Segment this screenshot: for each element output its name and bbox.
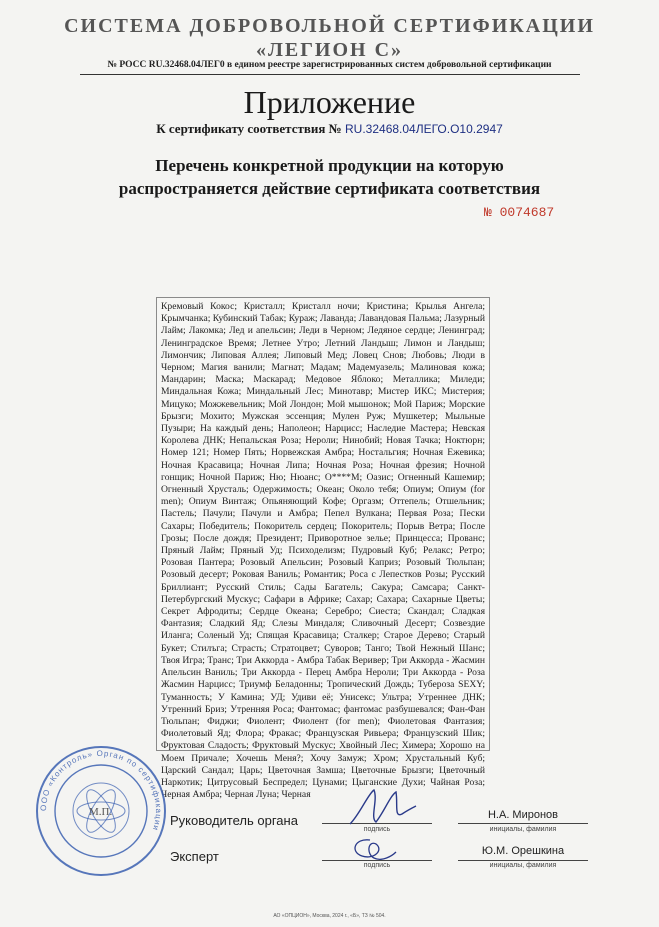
- serial-number: № 0074687: [484, 205, 555, 220]
- expert-signature-caption: подпись: [363, 862, 391, 869]
- appendix-title: Приложение: [243, 84, 416, 120]
- expert-role-label: Эксперт: [170, 849, 219, 864]
- cert-prefix: К сертификату соответствия №: [156, 121, 342, 136]
- org-title-line1: СИСТЕМА ДОБРОВОЛЬНОЙ СЕРТИФИКАЦИИ: [64, 15, 595, 37]
- registry-line: № РОСС RU.32468.04ЛЕГ0 в едином реестре зарегистрированных систем добровольной сертификации: [107, 60, 552, 70]
- org-title-line2: «ЛЕГИОН С»: [255, 39, 404, 61]
- head-signature: [340, 784, 420, 830]
- seal-text: ООО «Контроль» Орган по сертификации: [38, 748, 164, 833]
- certificate-reference: [0, 121, 659, 137]
- product-list: Кремовый Кокос; Кристалл; Кристалл ночи; Кристина; Крылья Ангела; Крымчанка; Кубинский Табак; Кураж; Лаванда; Лавандовая Пальма; Лазурный Лайм; Лакомка; Лед и апельсин; Леди в Черном; Ледяное сердце; Ленинград; Ленинградское Время; Летнее Утро; Летний Ландыш; Лимон и Ландыш; Лимончик; Липовая Аллея; Липовый Мед; Ловец Снов; Любовь; Люди в Черном; Магия ванили; Магнат; Мадам; Мадемуазель; Малиновая кожа; Мандарин; Маска; Маскарад; Медовое Яблоко; Металлика; Миледи; Миндальная Кожа; Миндальный Лес; Минотавр; Мистер ИКС; Мистерия; Мицуко; Можжевельник; Мой Лондон; Мой мышонок; Мой Париж; Морские Брызги; Мохито; Мужская эссенция; Мулен Руж; Мушкетер; Мыльные Пузыри; На каждый день; Наполеон; Нарцисс; Наследие Мастера; Невская Королева ДНК; Непальская Роза; Нероли; Нинобий; Новая Тачка; Ноктюрн; Номер 121; Номер Пять; Норвежская Амбра; Ностальгия; Ночная Ежевика; Ночная Красавица; Ночная Липа; Ночная Роза; Ночная фрезия; Ночной гонщик; Ночной Париж; Ню; Нюанс; О****М; Оазис; Огненный Кашемир; Огненный Хрусталь; Одержимость; Океан; Около тебя; Опиум; Опиум (for men); Опиум Винтаж; Опьяняющий Кофе; Оргазм; Оттепель; Отшельник; Пастель; Пачули; Пачули и Амбра; Пепел Вулкана; Первая Роза; Пески Сахары; Победитель; Покоритель сердец; Покоритель; Порыв Ветра; После Грозы; После дождя; Президент; Приворотное зелье; Принцесса; Прованс; Пряный Лайм; Пряный Уд; Психоделизм; Пудровый Куб; Релакс; Ретро; Розовая Пантера; Розовый Апельсин; Розовый Каприз; Розовый Тюльпан; Розовый десерт; Роковая Ваниль; Романтик; Роса с Лепестков Розы; Русский Бриллиант; Русский Стиль; Сады Багатель; Сакура; Самсара; Санкт-Петербургский Мускус; Сафари в Африке; Сахар; Сахара; Сахарные Цветы; Секрет Афродиты; Сердце Океана; Серебро; Сиеста; Скандал; Сладкая Фантазия; Сладкий Яд; Слезы Миндаля; Сливочный Десерт; Созвездие Иланга; Соленый Уд; Спящая Красавица; Сталкер; Старое Дерево; Старый Букет; Стилъга; Страсть; Стратоцвет; Суворов; Танго; Твой Нежный Шанс; Твоя Игра; Транс; Три Аккорда - Амбра Табак Веривер; Три Аккорда - Жасмин Апельсин Ваниль; Три Аккорда - Перец Амбра Нероли; Три Аккорда - Роза Жасмин Нарцисс; Триумф Беладонны; Тропический Дождь; Тубероза SEXY; Туманность; У Камина; УД; Удиви её; Унисекс; Ультра; Утреннее ДНК; Утренний Бриз; Утренняя Роса; Фантомас; фантомас разбушевался; Фан-Фан Тюльпан; Фиджи; Фиолент; Фиолент (for men); Фиолетовая Фантазия; Фиолетовый Яд; Флора; Фракас; Французская Ривьера; Французский Шик; Фруктовая Сладость; Фруктовый Мускус; Хвойный Лес; Химера; Хорошо на Моем Причале; Хочешь Меня?; Хочу Замуж; Хром; Хрустальный Куб; Царский Сандал; Царь; Цветочная Замша; Цветочные Брызги; Цветочный Наркотик; Цитрусовый Беспредел; Цунами; Цыганские Духи; Чайная Роза; Черная Амбра; Черная Луна; Черная: [161, 301, 485, 801]
- expert-signature: [340, 832, 400, 866]
- expert-name-line: [458, 860, 588, 861]
- head-role-label: Руководитель органа: [170, 813, 298, 828]
- printer-footer: АО «ОПЦИОН», Москва, 2024 г., «Б», ТЗ № 504.: [273, 913, 386, 919]
- head-name-line: [458, 823, 588, 824]
- cert-number: RU.32468.04ЛЕГО.О10.2947: [345, 122, 503, 136]
- head-name-caption: инициалы, фамилия: [489, 826, 557, 833]
- head-signature-caption: подпись: [363, 826, 391, 833]
- list-heading-line1: Перечень конкретной продукции на которую: [155, 156, 504, 175]
- org-title: [0, 14, 659, 62]
- list-heading: [0, 154, 659, 200]
- expert-name: Ю.М. Орешкина: [481, 845, 565, 857]
- list-heading-line2: распространяется действие сертификата соответствия: [118, 179, 541, 198]
- product-list-box: [156, 297, 490, 801]
- divider: [80, 74, 580, 75]
- stamp-placeholder-label: М.П.: [89, 806, 113, 818]
- expert-name-caption: инициалы, фамилия: [489, 862, 557, 869]
- head-name: Н.А. Миронов: [487, 809, 559, 821]
